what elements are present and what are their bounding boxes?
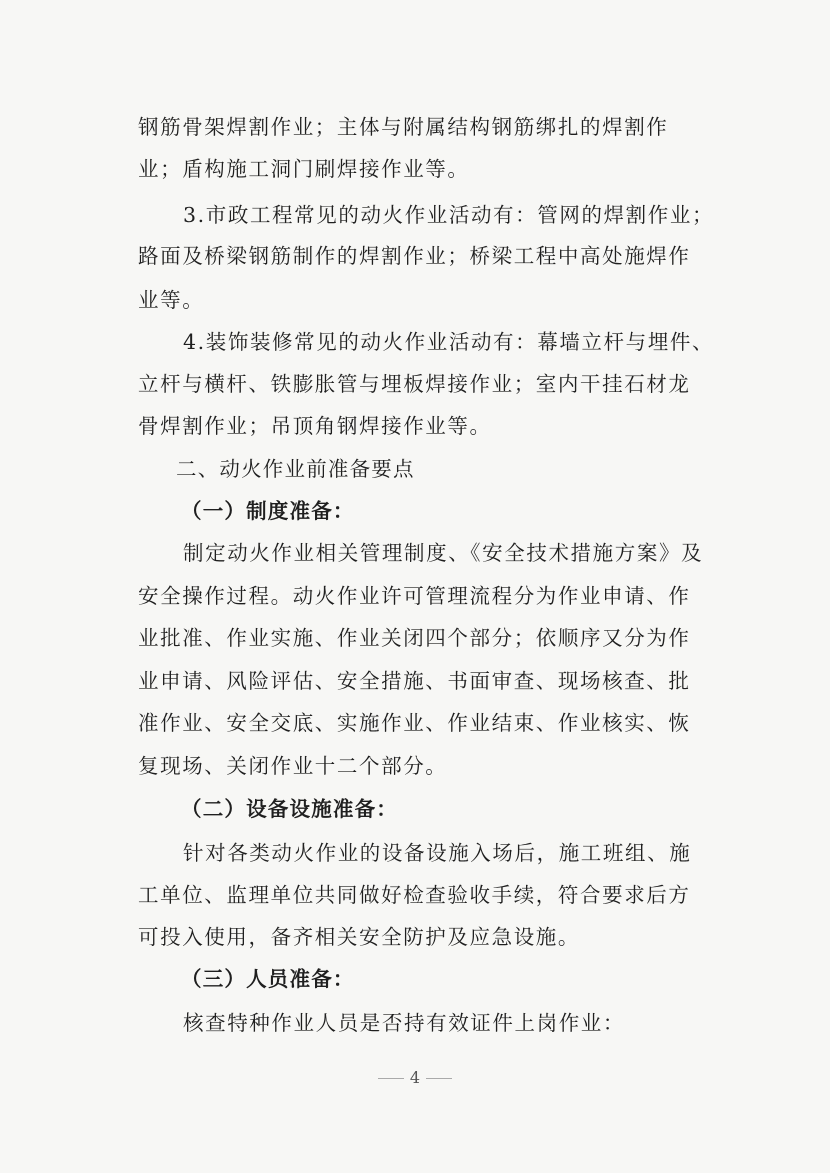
page-number-text: 4 [409, 1068, 421, 1087]
paragraph-line: 针对各类动火作业的设备设施入场后，施工班组、施 [183, 841, 692, 865]
subsection-heading: （二）设备设施准备： [181, 797, 398, 821]
paragraph-line: 业等。 [138, 288, 205, 312]
paragraph-line: 业；盾构施工洞门刷焊接作业等。 [138, 157, 470, 181]
paragraph-line: 钢筋骨架焊割作业；主体与附属结构钢筋绑扎的焊割作 [138, 115, 669, 139]
page-number [0, 1068, 830, 1087]
paragraph-line: 业批准、作业实施、作业关闭四个部分；依顺序又分为作 [138, 626, 691, 650]
subsection-heading: （三）人员准备： [181, 967, 355, 991]
paragraph-line: 制定动火作业相关管理制度、《安全技术措施方案》及 [183, 541, 704, 565]
paragraph-line: 可投入使用，备齐相关安全防护及应急设施。 [138, 925, 580, 949]
paragraph-line: 准作业、安全交底、实施作业、作业结束、作业核实、恢 [138, 711, 691, 735]
dash-right [426, 1078, 452, 1079]
paragraph-line: 核查特种作业人员是否持有效证件上岗作业： [183, 1011, 625, 1035]
paragraph-line: 3.市政工程常见的动火作业活动有：管网的焊割作业； [183, 203, 715, 227]
dash-left [378, 1078, 404, 1079]
subsection-heading: （一）制度准备： [181, 499, 355, 523]
paragraph-line: 安全操作过程。动火作业许可管理流程分为作业申请、作 [138, 584, 691, 608]
paragraph-line: 工单位、监理单位共同做好检查验收手续，符合要求后方 [138, 883, 691, 907]
section-heading: 二、动火作业前准备要点 [176, 457, 415, 481]
paragraph-line: 路面及桥梁钢筋制作的焊割作业；桥梁工程中高处施焊作 [138, 244, 691, 268]
paragraph-line: 业申请、风险评估、安全措施、书面审查、现场核查、批 [138, 669, 691, 693]
paragraph-line: 骨焊割作业；吊顶角钢焊接作业等。 [138, 414, 492, 438]
paragraph-line: 4.装饰装修常见的动火作业活动有：幕墙立杆与埋件、 [183, 330, 715, 354]
paragraph-line: 立杆与横杆、铁膨胀管与埋板焊接作业；室内干挂石材龙 [138, 372, 691, 396]
paragraph-line: 复现场、关闭作业十二个部分。 [138, 754, 448, 778]
